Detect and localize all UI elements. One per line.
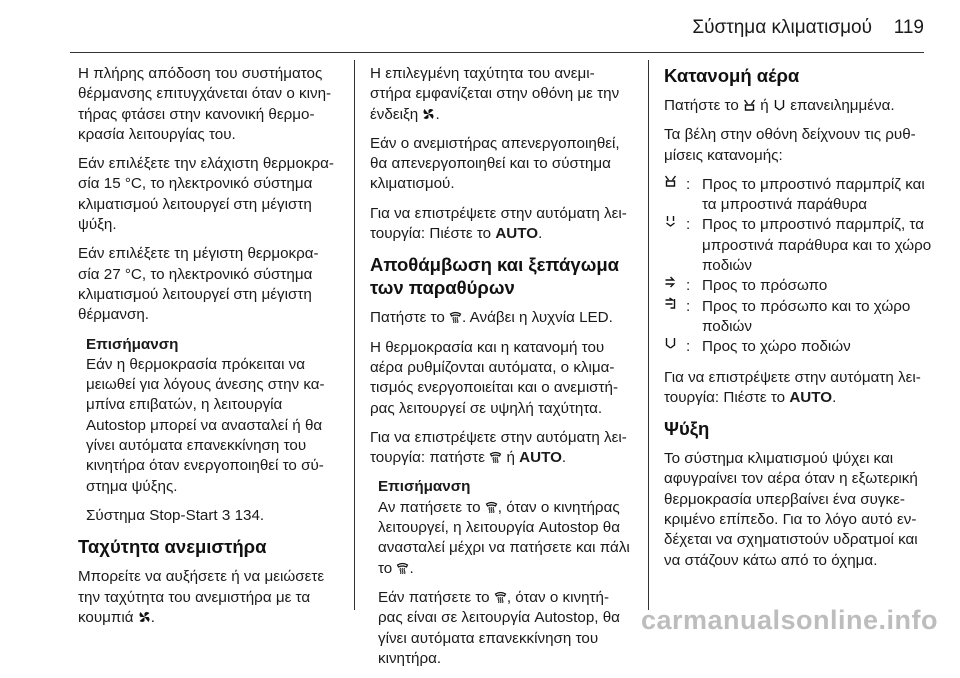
air-feet-icon bbox=[773, 99, 786, 111]
list-colon: : bbox=[686, 297, 691, 315]
defrost-led-text: . Ανάβει η λυχνία LED. bbox=[462, 309, 613, 327]
page-reference-arrow-icon: 3 bbox=[221, 506, 231, 524]
cross-reference[interactable] bbox=[86, 506, 340, 526]
page-header bbox=[0, 0, 960, 52]
list-item-text: Προς το χώρο ποδιών bbox=[702, 338, 851, 356]
distribution-list bbox=[664, 175, 932, 358]
list-item-text: Προς το πρόσωπο και το χώρο ποδιών bbox=[702, 297, 911, 335]
list-item bbox=[664, 215, 932, 276]
paragraph: Η πλήρης απόδοση του συστήματος θέρμανσης επιτυγχάνεται όταν ο κινη-τήρας φτάσει στην κανονική θερμο-κρασία λειτουργίας του. bbox=[78, 65, 332, 143]
note-text-part: Εάν πατήσετε το bbox=[378, 588, 490, 606]
air-face-feet-icon bbox=[664, 297, 680, 309]
section-heading: Ταχύτητα ανεμιστήρα bbox=[78, 536, 267, 558]
list-colon: : bbox=[686, 338, 691, 356]
or-text: ή bbox=[506, 449, 515, 467]
defrost-icon bbox=[396, 562, 409, 574]
paragraph: Μπορείτε να αυξήσετε ή να μειώσετε την ταχύτητα του ανεμιστήρα με τα κουμπιά . bbox=[78, 568, 325, 626]
auto-return-text: Για να επιστρέψετε στην αυτόματη λει-τουργία: Πιέστε το bbox=[664, 368, 921, 406]
press-text: Πατήστε το bbox=[664, 97, 739, 114]
list-item bbox=[664, 276, 932, 296]
auto-label: AUTO bbox=[519, 449, 562, 467]
air-feet-icon bbox=[664, 337, 680, 349]
paragraph: Εάν επιλέξετε τη μέγιστη θερμοκρα-σία 27 °C, το ηλεκτρονικό σύστημα κλιματισμού λειτουργεί στη μέγιστη θέρμανση. bbox=[78, 245, 319, 324]
section-heading: Αποθάμβωση και ξεπάγωμα των παραθύρων bbox=[370, 254, 620, 299]
paragraph: Για να επιστρέψετε στην αυτόματη λει-τουργία: πατήστε ή AUTO. bbox=[370, 428, 627, 467]
defrost-icon bbox=[449, 311, 462, 323]
column-right bbox=[664, 64, 932, 580]
page-footer bbox=[0, 600, 960, 642]
note-text: Αν πατήσετε το , όταν ο κινητήρας λειτουργεί, η λειτουργία Autostop θα ανασταλεί μέχρι να πατήσετε και πάλι το . bbox=[378, 498, 630, 577]
page-number: 119 bbox=[893, 17, 924, 38]
auto-return-text: Για να επιστρέψετε στην αυτόματη λει-τουργία: πατήστε bbox=[370, 428, 627, 467]
paragraph bbox=[370, 308, 632, 328]
air-windscreen-icon bbox=[664, 175, 680, 187]
list-item-text: Προς το μπροστινό παρμπρίζ, τα μπροστινά παράθυρα και το χώρο ποδιών bbox=[702, 216, 932, 275]
list-colon: : bbox=[686, 216, 691, 234]
section-heading: Κατανομή αέρα bbox=[664, 65, 800, 86]
column-left bbox=[78, 64, 340, 637]
note-heading: Επισήμανση bbox=[86, 335, 179, 353]
list-item-text: Προς το πρόσωπο bbox=[702, 277, 828, 295]
column-divider bbox=[648, 60, 649, 610]
air-windscreen-feet-icon bbox=[664, 215, 680, 227]
fan-icon bbox=[422, 108, 435, 120]
note-box bbox=[86, 335, 340, 527]
paragraph: Η επιλεγμένη ταχύτητα του ανεμι-στήρα εμφανίζεται στην οθόνη με την ένδειξη . bbox=[370, 65, 620, 123]
fan-speed-text: Η επιλεγμένη ταχύτητα του ανεμι-στήρα εμφανίζεται στην οθόνη με την ένδειξη bbox=[370, 65, 620, 123]
list-item bbox=[664, 297, 932, 338]
header-rule bbox=[70, 52, 924, 53]
list-item bbox=[664, 337, 932, 357]
air-windscreen-icon bbox=[743, 99, 756, 111]
auto-label: AUTO bbox=[495, 225, 539, 243]
air-face-icon bbox=[664, 276, 680, 288]
section-heading: Ψύξη bbox=[664, 418, 710, 440]
paragraph: Το σύστημα κλιματισμού ψύχει και αφυγραίνει τον αέρα όταν η εξωτερική θερμοκρασία υπερβαίνει ένα συγκε-κριμένο επίπεδο. Για το λόγο αυτό εν-δέχεται να σχηματιστούν υδρατμοί και να στάζουν κάτω από το όχημα. bbox=[664, 450, 918, 569]
reference-title: Σύστημα Stop-Start bbox=[86, 506, 218, 524]
list-item bbox=[664, 175, 932, 216]
defrost-icon bbox=[485, 501, 498, 513]
note-text-part: , όταν ο κινητή-ρας είναι σε λειτουργία Autostop, θα γίνει αυτόματα επανεκκίνηση του κινητήρα. bbox=[378, 588, 620, 667]
paragraph: Για να επιστρέψετε στην αυτόματη λει-τουργία: Πιέστε το AUTO. bbox=[664, 368, 921, 406]
reference-page: 134. bbox=[234, 506, 265, 524]
note-text-part: Αν πατήσετε το bbox=[378, 498, 481, 516]
list-item-text: Προς το μπροστινό παρμπρίζ και τα μπροστινά παράθυρα bbox=[702, 175, 925, 214]
paragraph: Τα βέλη στην οθόνη δείχνουν τις ρυθ-μίσεις κατανομής: bbox=[664, 126, 916, 164]
page-title: Σύστημα κλιματισμού bbox=[692, 17, 872, 38]
watermark: carmanualsonline.info bbox=[640, 605, 938, 635]
paragraph: Εάν επιλέξετε την ελάχιστη θερμοκρα-σία 15 °C, το ηλεκτρονικό σύστημα κλιματισμού λειτουργεί στη μέγιστη ψύξη. bbox=[78, 155, 334, 234]
list-colon: : bbox=[686, 175, 691, 193]
column-middle bbox=[370, 64, 632, 678]
note-text-part: , όταν ο κινητήρας λειτουργεί, η λειτουργία Autostop θα ανασταλεί μέχρι να πατήσετε και πάλι το bbox=[378, 498, 630, 577]
defrost-icon bbox=[489, 451, 502, 463]
paragraph bbox=[664, 96, 932, 116]
list-colon: : bbox=[686, 277, 691, 295]
or-text: ή bbox=[760, 97, 769, 114]
column-divider bbox=[354, 60, 355, 610]
defrost-press-text: Πατήστε το bbox=[370, 309, 445, 327]
paragraph: Για να επιστρέψετε στην αυτόματη λει-τουργία: Πιέστε το AUTO. bbox=[370, 204, 627, 243]
note-text: Εάν η θερμοκρασία πρόκειται να μειωθεί για λόγους άνεσης στην κα-μπίνα επιβατών, η λειτουργία Autostop μπορεί να ανασταλεί ή θα γίνει αυτόματα επανεκκίνηση του κινητήρα όταν ενεργοποιηθεί το σύ-στημα ψύξης. bbox=[86, 355, 325, 495]
note-heading: Επισήμανση bbox=[378, 478, 471, 496]
paragraph: Η θερμοκρασία και η κατανομή του αέρα ρυθμίζονται αυτόματα, ο κλιμα-τισμός ενεργοποιείται και ο ανεμιστή-ρας λειτουργεί σε υψηλή ταχύτητα. bbox=[370, 338, 619, 417]
auto-label: AUTO bbox=[789, 388, 833, 406]
paragraph: Εάν ο ανεμιστήρας απενεργοποιηθεί, θα απενεργοποιηθεί και το σύστημα κλιματισμού. bbox=[370, 134, 620, 193]
repeatedly-text: επανειλημμένα. bbox=[790, 97, 895, 114]
auto-return-text: Για να επιστρέψετε στην αυτόματη λει-τουργία: Πιέστε το bbox=[370, 204, 627, 243]
fan-text: Μπορείτε να αυξήσετε ή να μειώσετε την ταχύτητα του ανεμιστήρα με τα κουμπιά bbox=[78, 568, 325, 626]
